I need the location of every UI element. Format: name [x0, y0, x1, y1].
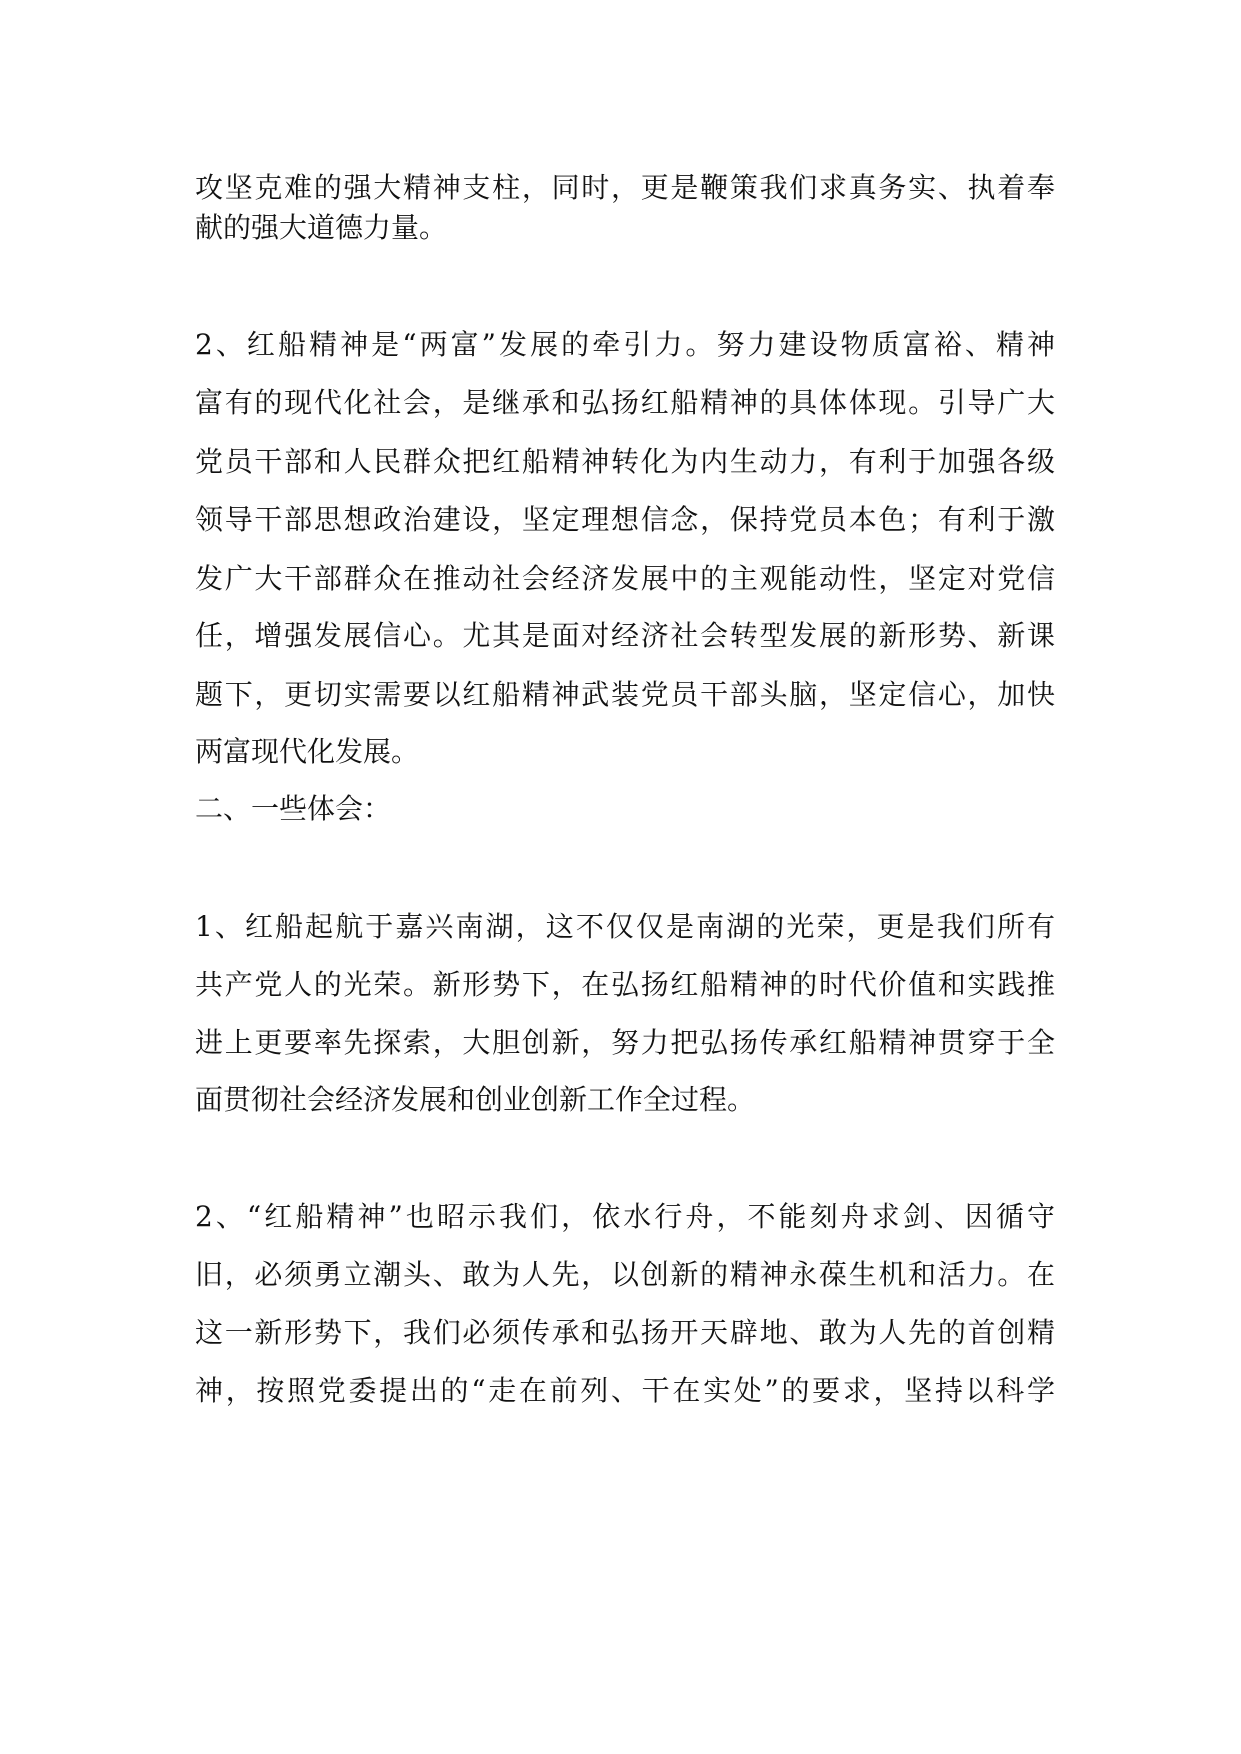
paragraph-4-line-4: 神，按照党委提出的“走在前列、干在实处”的要求，坚持以科学: [195, 1374, 1055, 1407]
paragraph-2-line-5: 发广大干部群众在推动社会经济发展中的主观能动性，坚定对党信: [195, 562, 1055, 595]
paragraph-4-line-2: 旧，必须勇立潮头、敢为人先，以创新的精神永葆生机和活力。在: [195, 1258, 1055, 1291]
paragraph-3-line-4: 面贯彻社会经济发展和创业创新工作全过程。: [195, 1083, 756, 1116]
paragraph-2-line-1: 2、红船精神是“两富”发展的牵引力。努力建设物质富裕、精神: [195, 328, 1055, 361]
paragraph-3-line-1: 1、红船起航于嘉兴南湖，这不仅仅是南湖的光荣，更是我们所有: [195, 910, 1055, 943]
paragraph-2-line-6: 任，增强发展信心。尤其是面对经济社会转型发展的新形势、新课: [195, 619, 1055, 652]
paragraph-3-line-2: 共产党人的光荣。新形势下，在弘扬红船精神的时代价值和实践推: [195, 968, 1055, 1001]
paragraph-4-line-3: 这一新形势下，我们必须传承和弘扬开天辟地、敢为人先的首创精: [195, 1316, 1055, 1349]
paragraph-4-line-1: 2、“红船精神”也昭示我们，依水行舟，不能刻舟求剑、因循守: [195, 1200, 1055, 1233]
paragraph-1-line-2: 献的强大道德力量。: [195, 211, 448, 244]
paragraph-2-line-7: 题下，更切实需要以红船精神武装党员干部头脑，坚定信心，加快: [195, 678, 1055, 711]
section-heading: 二、一些体会：: [195, 792, 392, 825]
paragraph-2-line-3: 党员干部和人民群众把红船精神转化为内生动力，有利于加强各级: [195, 445, 1055, 478]
paragraph-2-line-8: 两富现代化发展。: [195, 735, 420, 768]
paragraph-3-line-3: 进上更要率先探索，大胆创新，努力把弘扬传承红船精神贯穿于全: [195, 1026, 1055, 1059]
paragraph-1-line-1: 攻坚克难的强大精神支柱，同时，更是鞭策我们求真务实、执着奉: [195, 171, 1055, 204]
paragraph-2-line-4: 领导干部思想政治建设，坚定理想信念，保持党员本色；有利于激: [195, 503, 1055, 536]
paragraph-2-line-2: 富有的现代化社会，是继承和弘扬红船精神的具体体现。引导广大: [195, 386, 1055, 419]
